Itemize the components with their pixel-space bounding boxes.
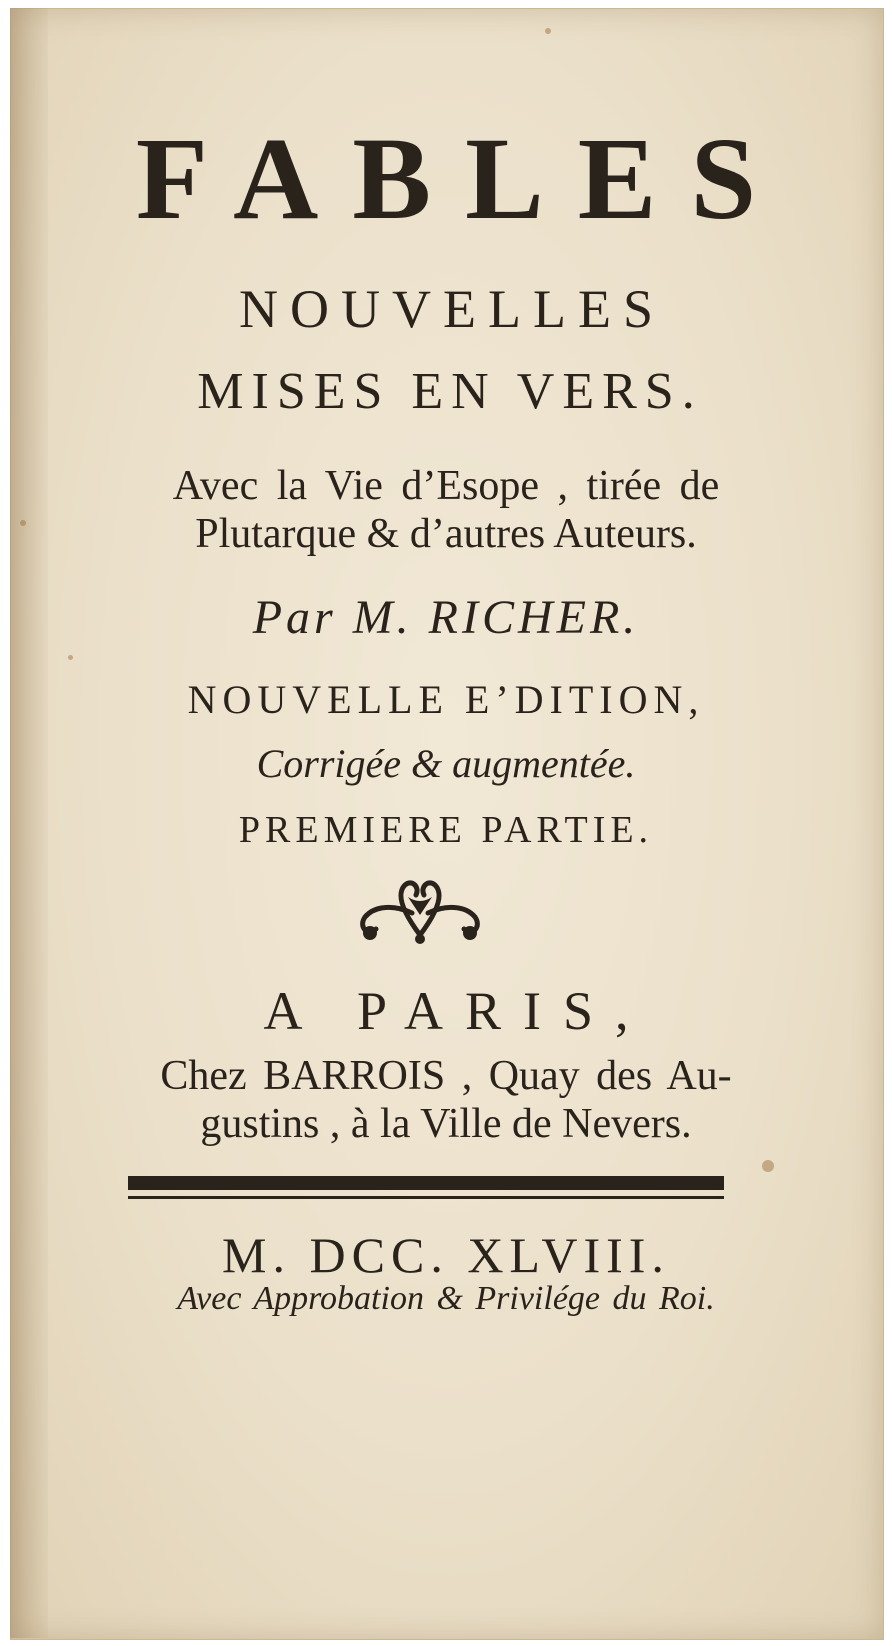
publisher-line-1: Chez BARROIS , Quay des Au- <box>160 1053 732 1099</box>
description-line-1: Avec la Vie d’Esope , tirée de <box>172 463 720 509</box>
book-title: FABLES <box>135 113 791 244</box>
edition-line: NOUVELLE E’DITION, <box>187 677 705 722</box>
paper-stain <box>68 655 73 660</box>
thin-rule <box>128 1196 724 1199</box>
description-line-2: Plutarque & d’autres Auteurs. <box>195 511 697 557</box>
thick-rule <box>128 1176 724 1190</box>
edition-note: Corrigée & augmentée. <box>256 741 636 786</box>
subtitle-line-1: NOUVELLES <box>239 279 665 339</box>
paper-stain <box>762 1160 774 1172</box>
place-line: A PARIS, <box>263 981 651 1041</box>
publication-date: M. DCC. XLVIII. <box>222 1227 670 1283</box>
subtitle-line-2: MISES EN VERS. <box>197 363 703 420</box>
author-line: Par M. RICHER. <box>252 591 640 644</box>
floral-ornament-icon <box>350 875 490 945</box>
privilege-line: Avec Approbation & Privilége du Roi. <box>177 1280 715 1317</box>
paper-stain <box>545 28 551 34</box>
publisher-line-2: gustins , à la Ville de Nevers. <box>200 1101 692 1147</box>
part-line: PREMIERE PARTIE. <box>238 809 654 851</box>
